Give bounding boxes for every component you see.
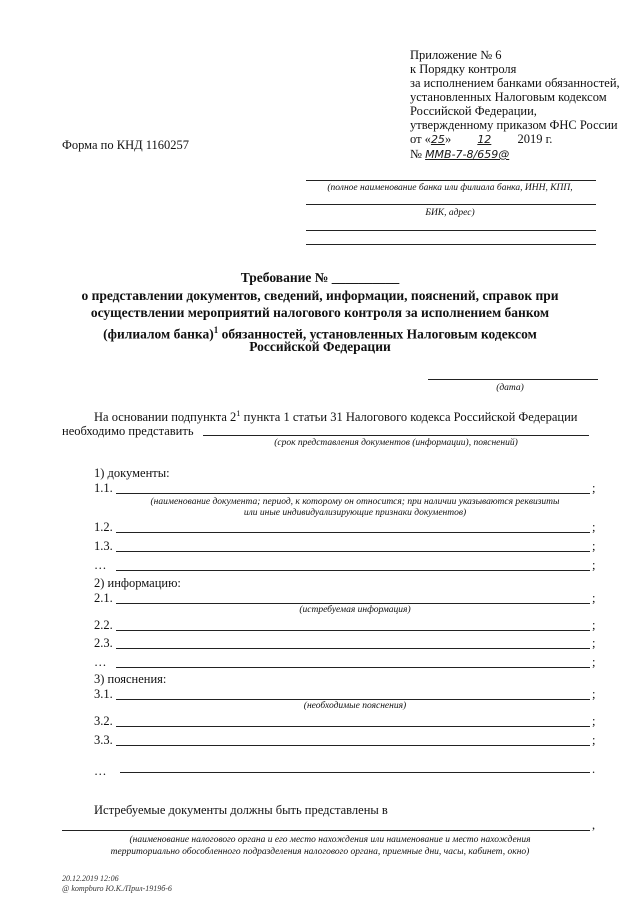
explanations-item-3-line[interactable]: [116, 745, 590, 746]
information-item-3-number: 2.3.: [94, 636, 113, 650]
date-line[interactable]: [428, 379, 598, 380]
explanations-item-2-number: 3.2.: [94, 714, 113, 728]
appendix-line-4: установленных Налоговым кодексом: [410, 90, 607, 104]
submit-caption-2: территориально обособленного подразделения налогового органа, приемные дни, часы, кабинет, окно): [110, 847, 530, 857]
bank-caption-1: (полное наименование банка или филиала банка, ИНН, КПП,: [327, 183, 573, 193]
deadline-caption: (срок представления документов (информации), пояснений): [274, 438, 518, 448]
explanations-item-3-number: 3.3.: [94, 733, 113, 747]
explanations-more-line[interactable]: [120, 772, 590, 773]
bank-caption-2: БИК, адрес): [425, 208, 475, 218]
appendix-block: [410, 48, 630, 162]
appendix-line-6: утвержденному приказом ФНС России: [410, 118, 618, 132]
documents-caption-2: или иные индивидуализирующие признаки документов): [243, 508, 467, 518]
title-line-4: (филиалом банка)$^1$ обязанностей, установленных Налоговым кодексом: [103, 325, 537, 342]
appendix-number-value: ММВ-7-8/659@: [425, 148, 510, 161]
information-more-line[interactable]: [116, 667, 590, 668]
bank-address-line-1[interactable]: [306, 230, 596, 231]
demand-title: Требование № __________: [240, 270, 400, 285]
documents-item-2-number: 1.2.: [94, 520, 113, 534]
appendix-number: № ММВ-7-8/659@: [410, 147, 510, 161]
explanations-item-1-number: 3.1.: [94, 687, 113, 701]
information-item-3-line[interactable]: [116, 648, 590, 649]
form-code: Форма по КНД 1160257: [62, 138, 190, 152]
documents-more-line[interactable]: [116, 570, 590, 571]
explanations-item-2-line[interactable]: [116, 726, 590, 727]
bank-name-line[interactable]: [306, 180, 596, 181]
print-stamp: [62, 874, 172, 894]
print-stamp-id: @ kompburo Ю.К./Прил-1919б-6: [62, 884, 172, 893]
title-line-3: осуществлении мероприятий налогового контроля за исполнением банком: [90, 305, 550, 320]
title-line-2: о представлении документов, сведений, информации, пояснений, справок при: [81, 288, 559, 303]
basis-text: На основании подпункта $2^1$ пункта 1 статьи 31 Налогового кодекса Российской Федерации: [94, 408, 578, 425]
appendix-line-2: к Порядку контроля: [410, 62, 517, 76]
appendix-line-3: за исполнением банками обязанностей,: [410, 76, 620, 90]
submit-text: Истребуемые документы должны быть представлены в: [94, 803, 388, 817]
explanations-label: 3) пояснения:: [94, 672, 167, 686]
documents-label: 1) документы:: [94, 466, 170, 480]
documents-caption-1: (наименование документа; период, к которому он относится; при наличии указываются реквизиты: [150, 497, 560, 507]
print-stamp-date: 20.12.2019 12:06: [62, 874, 119, 883]
documents-item-1-line[interactable]: [116, 493, 590, 494]
submit-caption-1: (наименование налогового органа и его место нахождения или наименование и место нахождения: [129, 835, 531, 845]
information-item-2-line[interactable]: [116, 630, 590, 631]
documents-more: …: [94, 558, 107, 572]
documents-item-1-number: 1.1.: [94, 481, 113, 495]
title-line-5: Российской Федерации: [249, 339, 391, 354]
information-more: …: [94, 655, 107, 669]
deadline-line[interactable]: [203, 435, 589, 436]
information-item-1-number: 2.1.: [94, 591, 113, 605]
explanations-caption: (необходимые пояснения): [303, 701, 407, 711]
appendix-line-1: Приложение № 6: [410, 48, 502, 62]
bank-name-line-2[interactable]: [306, 204, 596, 205]
date-caption: (дата): [496, 383, 524, 393]
information-caption: (истребуемая информация): [299, 605, 411, 615]
basis-line-2: необходимо представить: [62, 424, 194, 438]
appendix-date-day: 25: [430, 133, 445, 146]
documents-item-2-line[interactable]: [116, 532, 590, 533]
tax-authority-line[interactable]: [62, 830, 590, 831]
appendix-line-5: Российской Федерации,: [410, 104, 537, 118]
appendix-date-month: 12: [477, 133, 492, 146]
bank-address-line-2[interactable]: [306, 244, 596, 245]
documents-item-3-line[interactable]: [116, 551, 590, 552]
demand-number-blank[interactable]: __________: [331, 270, 400, 285]
information-item-2-number: 2.2.: [94, 618, 113, 632]
documents-item-3-number: 1.3.: [94, 539, 113, 553]
appendix-date: от «25» 12 2019 г.: [410, 132, 553, 146]
footnote-marker: 1: [213, 325, 219, 335]
information-label: 2) информацию:: [94, 576, 181, 590]
explanations-more: …: [94, 764, 107, 778]
